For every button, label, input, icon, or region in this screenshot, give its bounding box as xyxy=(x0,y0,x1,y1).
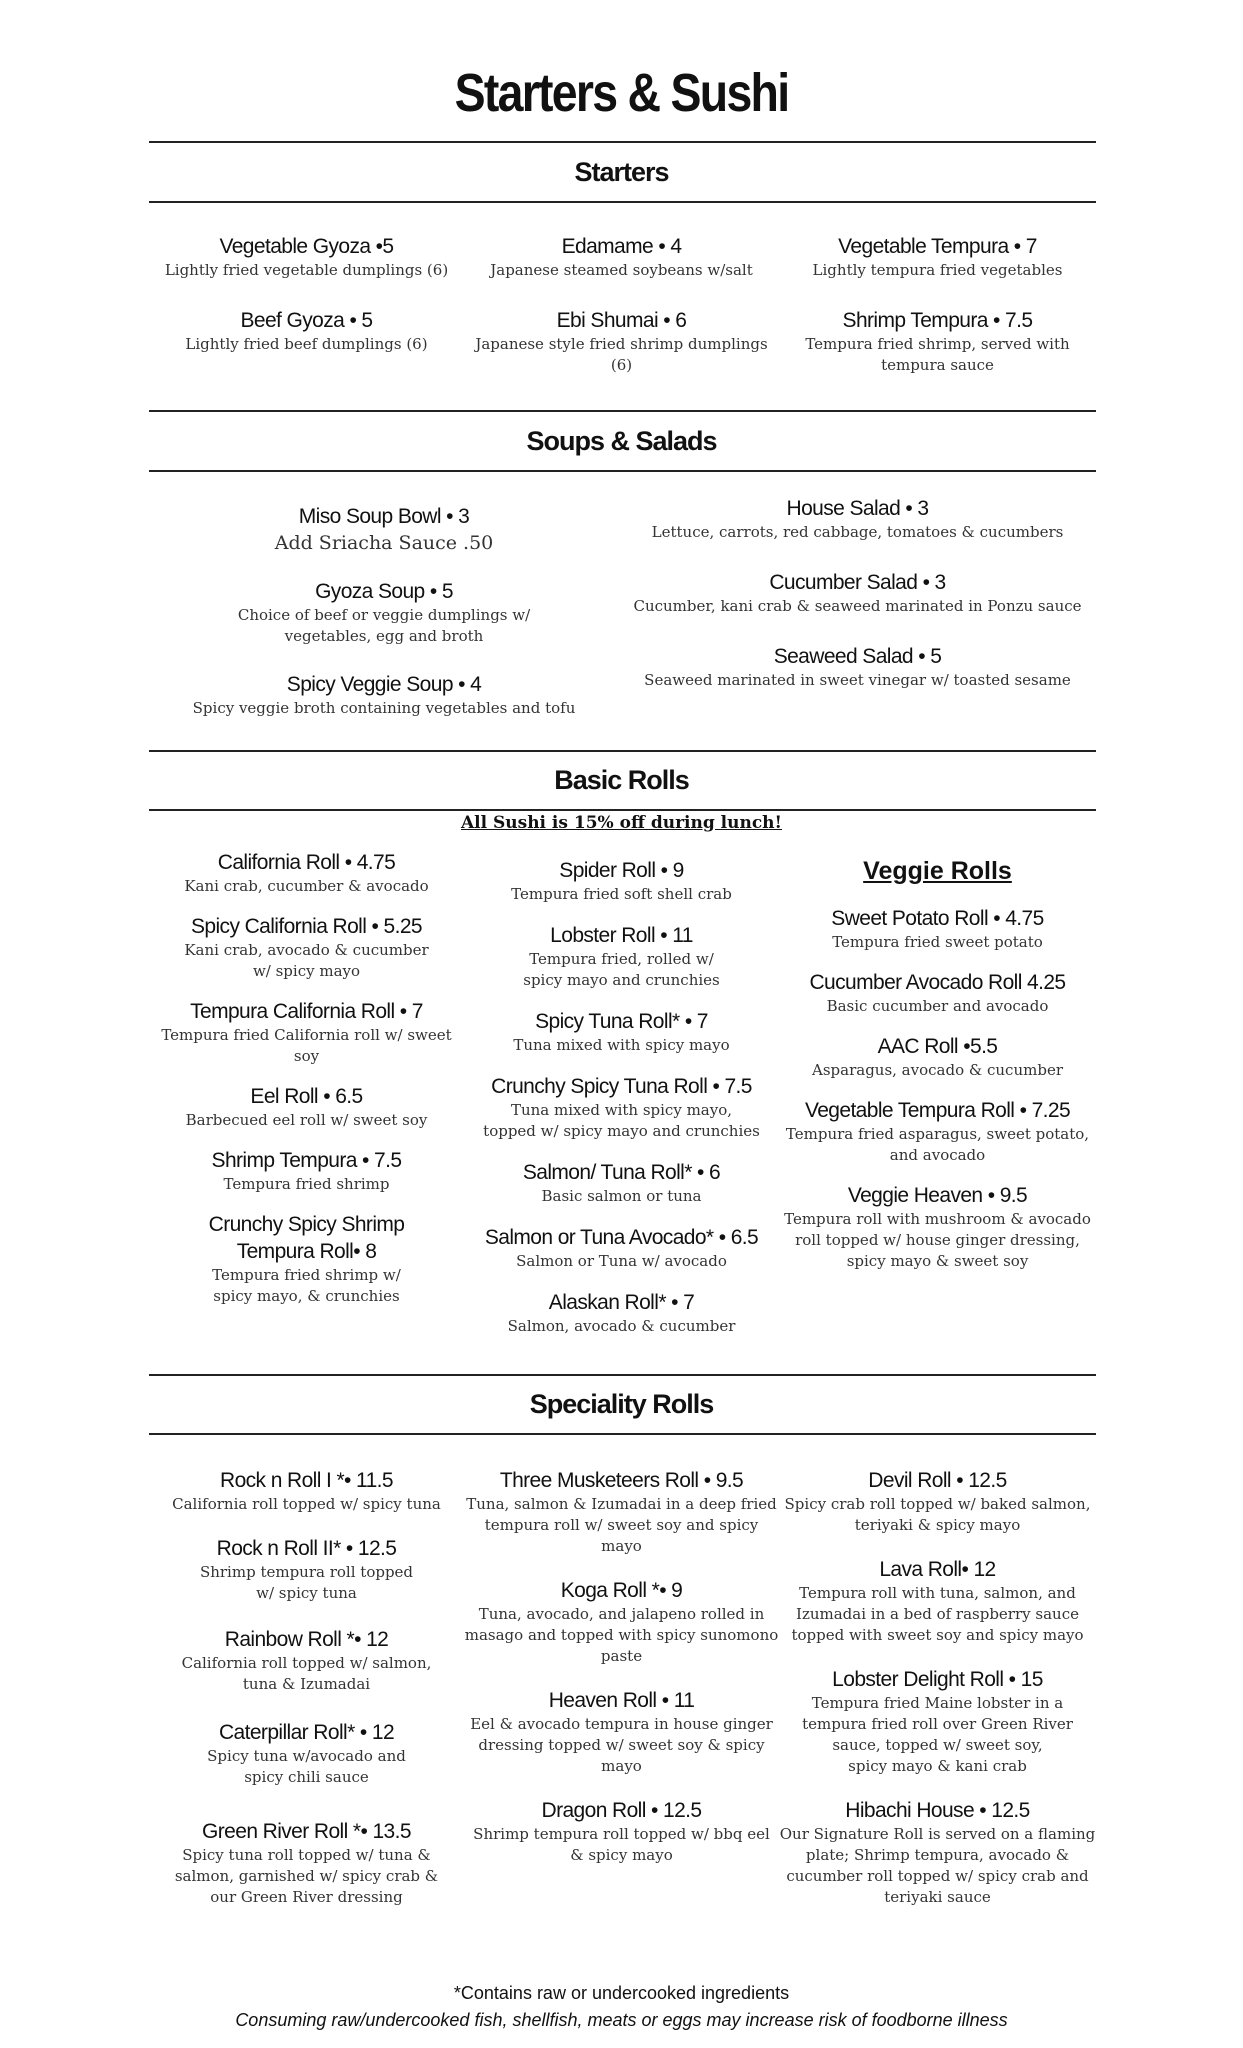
divider xyxy=(149,1374,1096,1376)
item-name: Shrimp Tempura • 7.5 xyxy=(211,1149,402,1172)
item-description: Salmon, avocado & cucumber xyxy=(507,1317,736,1335)
item-name: Lobster Delight Roll • 15 xyxy=(832,1668,1043,1691)
section-title-speciality-rolls: Speciality Rolls xyxy=(529,1389,714,1419)
item-description: Shrimp tempura roll topped w/ spicy tuna xyxy=(199,1563,414,1602)
menu-item xyxy=(619,569,1096,617)
item-description: Tuna mixed with spicy mayo xyxy=(513,1036,730,1054)
starters-column-2 xyxy=(464,233,779,402)
item-description: Basic cucumber and avocado xyxy=(826,997,1049,1015)
item-description: Tempura fried Maine lobster in a tempura fried roll over Green River sauce, topped w/ sweet soy, spicy mayo & kani crab xyxy=(802,1694,1073,1775)
menu-item xyxy=(149,578,619,647)
item-description: Tempura fried asparagus, sweet potato, and avocado xyxy=(785,1125,1090,1164)
item-name: Veggie Heaven • 9.5 xyxy=(847,1184,1028,1207)
item-description: California roll topped w/ spicy tuna xyxy=(172,1495,441,1513)
item-name: Spicy Tuna Roll* • 7 xyxy=(535,1010,708,1033)
item-name: Koga Roll *• 9 xyxy=(560,1579,683,1602)
item-name: California Roll • 4.75 xyxy=(217,851,396,874)
item-description: Spicy tuna w/avocado and spicy chili sauce xyxy=(207,1747,406,1786)
item-name: Cucumber Salad • 3 xyxy=(769,571,946,594)
item-name: Tempura California Roll • 7 xyxy=(190,1000,423,1023)
menu-item xyxy=(464,1224,779,1272)
menu-item xyxy=(149,1626,464,1695)
item-description: Spicy crab roll topped w/ baked salmon, teriyaki & spicy mayo xyxy=(784,1495,1091,1534)
item-description: Salmon or Tuna w/ avocado xyxy=(516,1252,727,1270)
item-name: Seaweed Salad • 5 xyxy=(773,645,942,668)
item-name: Edamame • 4 xyxy=(561,235,682,258)
menu-item xyxy=(149,998,464,1067)
item-name: Crunchy Spicy Shrimp xyxy=(208,1213,405,1236)
menu-item xyxy=(464,1159,779,1207)
menu-item xyxy=(464,1687,779,1777)
starters-column-3 xyxy=(779,233,1096,402)
item-name: Spicy Veggie Soup • 4 xyxy=(286,673,482,696)
item-description: Tempura fried shrimp xyxy=(223,1175,390,1193)
menu-item xyxy=(149,1211,464,1307)
foodborne-illness-warning: Consuming raw/undercooked fish, shellfish, meats or eggs may increase risk of foodborne illness xyxy=(235,2010,1008,2030)
menu-item xyxy=(149,1719,464,1788)
item-name: Rock n Roll I *• 11.5 xyxy=(220,1469,393,1492)
soups-column-1 xyxy=(149,503,619,745)
menu-item xyxy=(619,643,1096,691)
menu-item xyxy=(464,1289,779,1337)
item-description: Tempura fried soft shell crab xyxy=(511,885,732,903)
item-description: Barbecued eel roll w/ sweet soy xyxy=(185,1111,428,1129)
item-name: Green River Roll *• 13.5 xyxy=(202,1820,411,1843)
item-description: Eel & avocado tempura in house ginger dressing topped w/ sweet soy & spicy mayo xyxy=(470,1715,773,1775)
menu-item xyxy=(464,1467,779,1557)
item-description: Tuna, avocado, and jalapeno rolled in masago and topped with spicy sunomono paste xyxy=(464,1605,779,1665)
item-description: Shrimp tempura roll topped w/ bbq eel & spicy mayo xyxy=(473,1825,770,1864)
menu-item xyxy=(464,307,779,376)
item-name: Devil Roll • 12.5 xyxy=(868,1469,1007,1492)
item-name: Miso Soup Bowl • 3 xyxy=(298,505,470,528)
divider xyxy=(149,141,1096,143)
divider xyxy=(149,470,1096,472)
item-name: Cucumber Avocado Roll 4.25 xyxy=(809,971,1066,994)
menu-item xyxy=(149,307,464,355)
speciality-rolls-column-1 xyxy=(149,1467,464,1934)
item-name: Lava Roll• 12 xyxy=(879,1558,996,1581)
item-description: Choice of beef or veggie dumplings w/ vegetables, egg and broth xyxy=(237,606,531,645)
divider xyxy=(149,410,1096,412)
item-description: Japanese steamed soybeans w/salt xyxy=(490,261,753,279)
item-description: Asparagus, avocado & cucumber xyxy=(812,1061,1063,1079)
item-description: Tempura fried shrimp, served with tempura sauce xyxy=(805,335,1070,374)
item-description: Kani crab, avocado & cucumber w/ spicy mayo xyxy=(184,941,429,980)
menu-item xyxy=(779,307,1096,376)
menu-item xyxy=(464,1797,779,1866)
item-description: Kani crab, cucumber & avocado xyxy=(184,877,429,895)
item-name: AAC Roll •5.5 xyxy=(877,1035,998,1058)
item-name: Beef Gyoza • 5 xyxy=(240,309,373,332)
item-description: Tuna, salmon & Izumadai in a deep fried tempura roll w/ sweet soy and spicy mayo xyxy=(466,1495,777,1555)
item-name: Spicy California Roll • 5.25 xyxy=(191,915,422,938)
menu-item xyxy=(779,1033,1096,1081)
menu-item xyxy=(779,1556,1096,1646)
section-title-starters: Starters xyxy=(574,157,669,187)
item-description: Lightly fried beef dumplings (6) xyxy=(185,335,428,353)
page-title: Starters & Sushi xyxy=(454,63,789,123)
item-description: Lightly tempura fried vegetables xyxy=(812,261,1063,279)
menu-item xyxy=(619,495,1096,543)
menu-item xyxy=(149,1467,464,1515)
item-name: Sweet Potato Roll • 4.75 xyxy=(831,907,1044,930)
menu-item xyxy=(779,1467,1096,1536)
item-name: Ebi Shumai • 6 xyxy=(556,309,687,332)
item-name: Hibachi House • 12.5 xyxy=(845,1799,1030,1822)
menu-item xyxy=(149,849,464,897)
menu-item xyxy=(149,913,464,982)
item-name: Salmon/ Tuna Roll* • 6 xyxy=(522,1161,721,1184)
item-description: Tuna mixed with spicy mayo, topped w/ spicy mayo and crunchies xyxy=(483,1101,760,1140)
basic-rolls-column-1 xyxy=(149,849,464,1333)
item-name: Gyoza Soup • 5 xyxy=(315,580,453,603)
raw-ingredients-note: *Contains raw or undercooked ingredients xyxy=(453,1983,790,2003)
menu-item xyxy=(149,1535,464,1604)
item-description: Lettuce, carrots, red cabbage, tomatoes & cucumbers xyxy=(651,523,1064,541)
menu-item xyxy=(149,1147,464,1195)
menu-item xyxy=(149,671,619,719)
item-name: Heaven Roll • 11 xyxy=(548,1689,695,1712)
divider xyxy=(149,1433,1096,1435)
menu-item xyxy=(779,1182,1096,1272)
basic-rolls-column-2 xyxy=(464,857,779,1363)
divider xyxy=(149,750,1096,752)
menu-item xyxy=(779,1097,1096,1166)
item-name: House Salad • 3 xyxy=(786,497,929,520)
menu-item xyxy=(779,1797,1096,1908)
item-description: Our Signature Roll is served on a flaming plate; Shrimp tempura, avocado & cucumber roll topped w/ spicy crab and teriyaki sauce xyxy=(779,1825,1096,1906)
item-name: Rainbow Roll *• 12 xyxy=(224,1628,389,1651)
menu-item xyxy=(779,233,1096,281)
item-description: Basic salmon or tuna xyxy=(541,1187,702,1205)
menu-item xyxy=(779,905,1096,953)
menu-item xyxy=(464,857,779,905)
item-name: Vegetable Gyoza •5 xyxy=(219,235,394,258)
item-description: Tempura fried, rolled w/ spicy mayo and crunchies xyxy=(523,950,720,989)
item-name: Eel Roll • 6.5 xyxy=(250,1085,363,1108)
item-name: Vegetable Tempura • 7 xyxy=(838,235,1037,258)
item-description: California roll topped w/ salmon, tuna & Izumadai xyxy=(181,1654,432,1693)
menu-item xyxy=(464,922,779,991)
item-description: Tempura fried sweet potato xyxy=(832,933,1043,951)
item-name: Dragon Roll • 12.5 xyxy=(541,1799,702,1822)
item-name: Alaskan Roll* • 7 xyxy=(548,1291,695,1314)
veggie-rolls-heading: Veggie Rolls xyxy=(863,857,1012,885)
starters-column-1 xyxy=(149,233,464,381)
menu-item xyxy=(779,969,1096,1017)
item-description: Spicy tuna roll topped w/ tuna & salmon, garnished w/ spicy crab & our Green River dressing xyxy=(174,1846,439,1906)
menu-item xyxy=(149,1083,464,1131)
item-description: Spicy veggie broth containing vegetables and tofu xyxy=(192,699,576,717)
menu-item xyxy=(779,1666,1096,1777)
item-name: Caterpillar Roll* • 12 xyxy=(218,1721,395,1744)
lunch-discount-notice: All Sushi is 15% off during lunch! xyxy=(460,813,783,833)
divider xyxy=(149,809,1096,811)
item-name: Salmon or Tuna Avocado* • 6.5 xyxy=(484,1226,759,1249)
menu-item xyxy=(464,1073,779,1142)
menu-item xyxy=(464,1577,779,1667)
speciality-rolls-column-2 xyxy=(464,1467,779,1892)
section-title-basic-rolls: Basic Rolls xyxy=(554,765,689,795)
speciality-rolls-column-3 xyxy=(779,1467,1096,1934)
section-title-soups-salads: Soups & Salads xyxy=(526,426,717,456)
item-name: Rock n Roll II* • 12.5 xyxy=(216,1537,397,1560)
item-name: Three Musketeers Roll • 9.5 xyxy=(499,1469,744,1492)
item-description: Seaweed marinated in sweet vinegar w/ toasted sesame xyxy=(644,671,1071,689)
item-description: Japanese style fried shrimp dumplings (6) xyxy=(475,335,768,374)
item-name: Shrimp Tempura • 7.5 xyxy=(842,309,1033,332)
divider xyxy=(149,201,1096,203)
item-description: Tempura roll with mushroom & avocado roll topped w/ house ginger dressing, spicy mayo & sweet soy xyxy=(784,1210,1091,1270)
soups-column-2 xyxy=(619,495,1096,717)
item-description: Tempura roll with tuna, salmon, and Izumadai in a bed of raspberry sauce topped with sweet soy and spicy mayo xyxy=(791,1584,1084,1644)
basic-rolls-column-3 xyxy=(779,855,1096,1298)
item-description: Tempura fried shrimp w/ spicy mayo, & crunchies xyxy=(212,1266,401,1305)
item-name-line-2: Tempura Roll• 8 xyxy=(236,1240,377,1263)
menu-item xyxy=(149,233,464,281)
item-name: Vegetable Tempura Roll • 7.25 xyxy=(804,1099,1071,1122)
item-name: Crunchy Spicy Tuna Roll • 7.5 xyxy=(491,1075,752,1098)
item-name: Spider Roll • 9 xyxy=(559,859,684,882)
menu-item xyxy=(149,503,619,556)
menu-item xyxy=(464,1008,779,1056)
menu-item xyxy=(464,233,779,281)
item-description: Cucumber, kani crab & seaweed marinated in Ponzu sauce xyxy=(633,597,1082,615)
menu-item xyxy=(149,1818,464,1908)
item-name: Lobster Roll • 11 xyxy=(550,924,693,947)
item-description: Add Sriacha Sauce .50 xyxy=(274,532,494,554)
item-description: Lightly fried vegetable dumplings (6) xyxy=(164,261,449,279)
item-description: Tempura fried California roll w/ sweet soy xyxy=(161,1026,452,1065)
